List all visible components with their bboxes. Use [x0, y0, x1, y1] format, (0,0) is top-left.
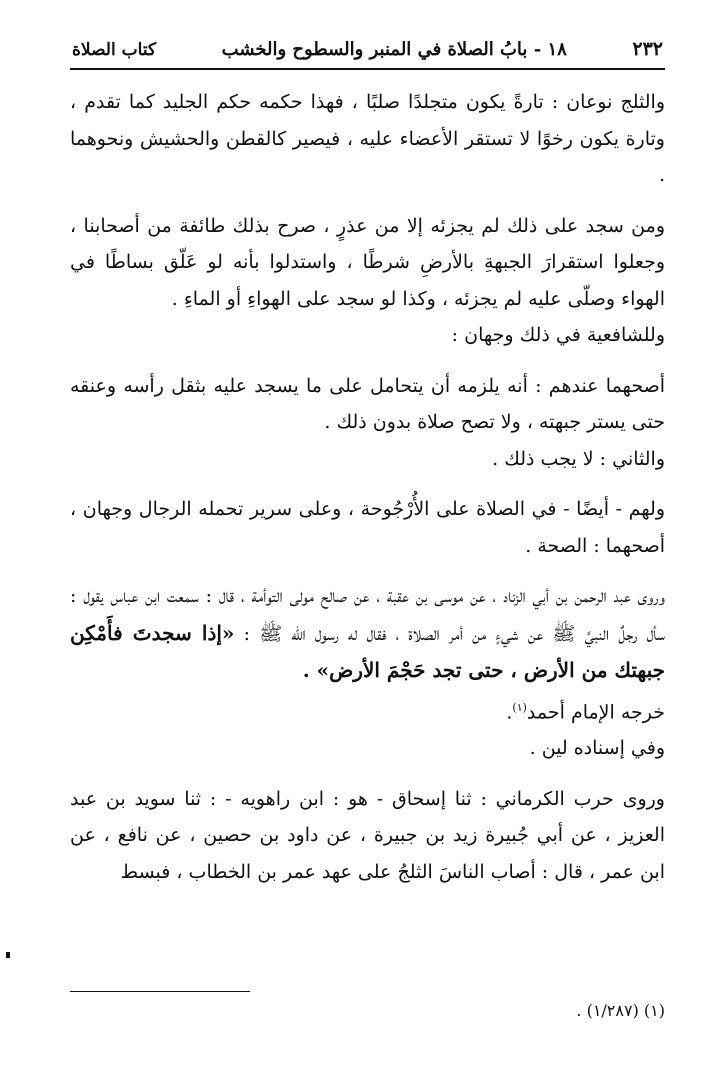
page-number: ٢٣٢ — [632, 38, 663, 60]
main-text — [70, 84, 665, 890]
paragraph: والثاني : لا يجب ذلك . — [492, 447, 665, 470]
book-title: كتاب الصلاة — [72, 40, 157, 60]
paragraph: وروى حرب الكرماني : ثنا إسحاق - هو : ابن راهويه - : ثنا سويد بن عبد العزيز ، عن أبي جُبيرة زيد بن جبيرة ، عن داود بن حصين ، عن نافع ، عن ابن عمر ، قال : أصاب الناسَ الثلجُ على عهد عمر بن الخطاب ، فبسط — [70, 787, 665, 883]
hadith-intro: وروى عبد الرحمن بن أبي الزناد ، عن موسى بن عقبة ، عن صالح مولى التوأمة ، قال : سمعت ابن عباس يقول : سأل رجلٌ النبيَّ ﷺ عن شيءٍ من أمر الصلاة ، فقال له رسول الله ﷺ : — [70, 585, 666, 645]
citation-paragraph: خرجه الإمام أحمد$^{(١)}$. — [506, 700, 665, 723]
running-header — [70, 38, 665, 70]
paragraph: وللشافعية في ذلك وجهان : — [451, 324, 665, 346]
hadith-quote: «إذا سجدتَ فأَمْكِن جبهتك من الأرض ، حتى تجد حَجْمَ الأرض» . — [70, 620, 665, 682]
page — [70, 38, 665, 890]
footnote-divider — [70, 991, 250, 992]
citation-text: خرجه الإمام أحمد — [526, 700, 665, 723]
footnote-marker: (١) — [512, 700, 527, 714]
paragraph: أصحهما عندهم : أنه يلزمه أن يتحامل على ما يسجد عليه بثقل رأسه وعنقه حتى يستر جبهته ، ولا تصح صلاة بدون ذلك . — [70, 374, 665, 433]
footnote: (١) (١/٢٨٧) . — [576, 1001, 665, 1020]
paragraph: ومن سجد على ذلك لم يجزئه إلا من عذرٍ ، صرح بذلك طائفة من أصحابنا ، وجعلوا استقرارَ الجبهةِ بالأرضِ شرطًا ، واستدلوا بأنه لو عَلّق بساطًا في الهواء وصلّى عليه لم يجزئه ، وكذا لو سجد على الهواءِ أو الماءِ . — [70, 214, 665, 310]
chapter-title: ١٨ - بابُ الصلاة في المنبر والسطوح والخشب — [221, 39, 567, 60]
hadith-paragraph — [70, 578, 665, 690]
paragraph: وفي إسناده لين . — [529, 737, 665, 760]
paragraph: والثلج نوعان : تارةً يكون متجلدًا صلبًا ، فهذا حكمه حكم الجليد كما تقدم ، وتارة يكون رخوًا لا تستقر الأعضاء عليه ، فيصير كالقطن والحشيش ونحوهما . — [70, 91, 665, 186]
scan-edge-mark — [6, 952, 10, 958]
paragraph: ولهم - أيضًا - في الصلاة على الأُرْجُوحة ، وعلى سرير تحمله الرجال وجهان ، أصحهما : الصحة . — [70, 498, 665, 557]
